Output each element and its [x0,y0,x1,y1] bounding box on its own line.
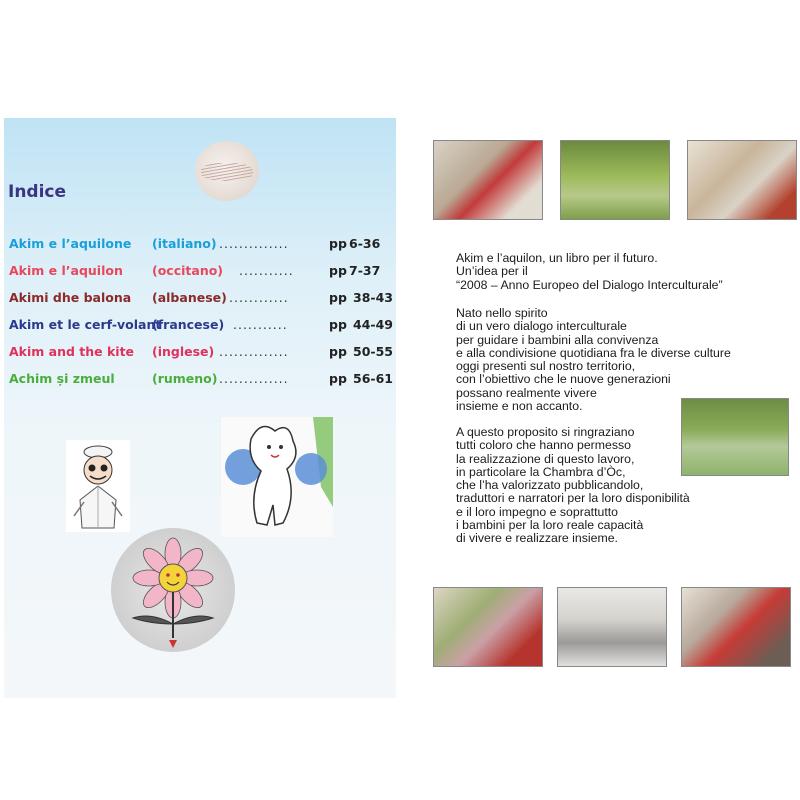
toc-pp-label: pp [329,317,347,332]
toc-language: (rumeno) [152,371,218,386]
toc-pp-label: pp [329,263,347,278]
toc-title: Akim e l’aquilone [9,236,132,251]
thanks-text [456,426,796,546]
photo-classroom-4 [557,587,667,667]
text-line: con l’obiettivo che le nuove generazioni [456,372,671,387]
toc-entry-4 [9,344,394,371]
photo-park-1 [560,140,670,220]
text-line: di vivere e realizzare insieme. [456,531,618,546]
text-line: per guidare i bambini alla convivenza [456,332,659,347]
toc-title: Achim și zmeul [9,371,115,386]
photo-classroom-5 [681,587,791,667]
purpose-text [456,307,796,413]
text-line: Akim e l’aquilon, un libro per il futuro. [456,251,658,265]
toc-pages: 50-55 [353,344,393,359]
toc-pp-label: pp [329,371,347,386]
text-line: e il loro impegno e soprattutto [456,504,619,519]
toc-pp-label: pp [329,344,347,359]
text-line: oggi presenti sul nostro territorio, [456,359,636,374]
text-line: “2008 – Anno Europeo del Dialogo Interculturale” [456,277,723,292]
text-line: Nato nello spirito [456,306,548,320]
toc-pages: 6-36 [349,236,381,251]
toc-pp-label: pp [329,290,347,305]
child-drawing-flower [111,528,235,652]
toc-title: Akim et le cerf-volant [9,317,162,332]
toc-entry-0 [9,236,394,263]
toc-dots: .............. [219,344,289,359]
toc-pp-label: pp [329,236,347,251]
text-line: possano realmente vivere [456,385,597,400]
intro-text [456,252,796,292]
toc-dots: ........... [233,317,288,332]
photo-classroom-2 [687,140,797,220]
moon-drawing [195,141,259,201]
toc-entry-2 [9,290,394,317]
left-page [4,118,396,698]
toc-dots: .............. [219,236,289,251]
toc-entry-3 [9,317,394,344]
text-line: in particolare la Chambra d’Òc, [456,464,626,479]
toc-dots: ............ [229,290,289,305]
text-line: traduttori e narratori per la loro disponibilità [456,491,690,506]
toc-pages: 56-61 [353,371,393,386]
toc-language: (occitano) [152,263,224,278]
photo-classroom-3 [433,587,543,667]
index-title: Indice [8,182,67,202]
toc-language: (francese) [152,317,225,332]
toc-dots: .............. [219,371,289,386]
child-drawing-bear-kite [221,417,333,537]
text-line: tutti coloro che hanno permesso [456,438,631,453]
text-line: la realizzazione di questo lavoro, [456,451,635,466]
toc-pages: 44-49 [353,317,393,332]
toc-pages: 38-43 [353,290,393,305]
toc-title: Akim and the kite [9,344,135,359]
toc-entry-1 [9,263,394,290]
text-line: e alla condivisione quotidiana fra le diverse culture [456,345,731,360]
text-line: A questo proposito si ringraziano [456,425,635,439]
toc-dots: ........... [239,263,294,278]
table-of-contents [9,236,394,398]
toc-language: (inglese) [152,344,215,359]
child-drawing-man [66,440,130,532]
toc-entry-5 [9,371,394,398]
text-line: i bambini per la loro reale capacità [456,518,644,533]
toc-title: Akimi dhe balona [9,290,132,305]
text-line: insieme e non accanto. [456,399,583,414]
text-line: Un’idea per il [456,264,528,279]
toc-pages: 7-37 [349,263,381,278]
toc-language: (italiano) [152,236,217,251]
photo-classroom-1 [433,140,543,220]
toc-language: (albanese) [152,290,227,305]
toc-title: Akim e l’aquilon [9,263,123,278]
text-line: che l’ha valorizzato pubblicandolo, [456,478,644,493]
text-line: di un vero dialogo interculturale [456,319,627,334]
